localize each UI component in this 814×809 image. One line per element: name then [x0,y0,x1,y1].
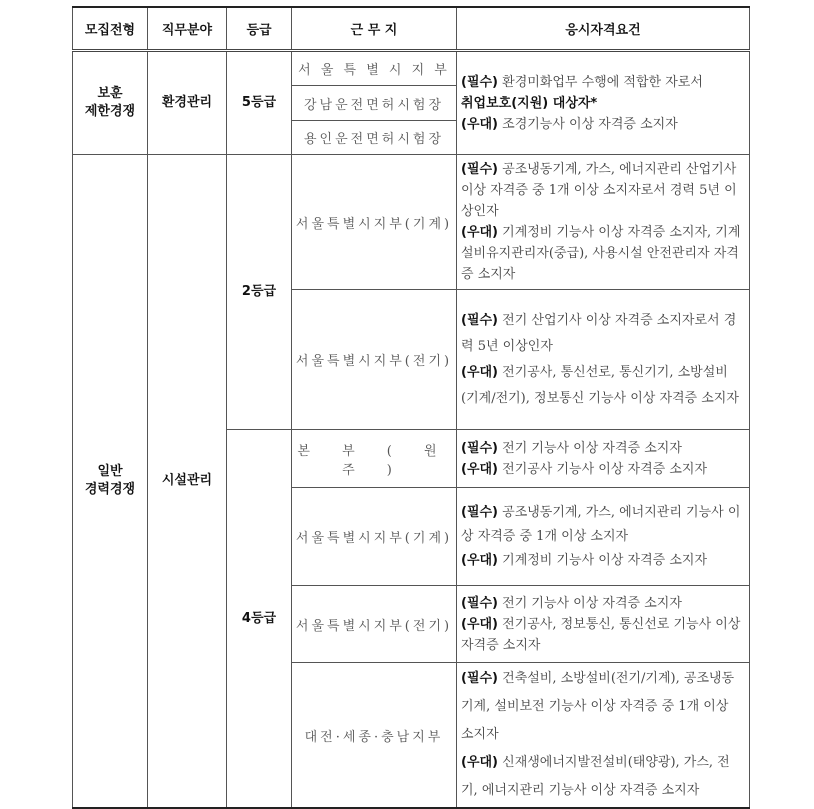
preferred-text: 전기공사 기능사 이상 자격증 소지자 [498,461,708,477]
required-text: 공조냉동기계, 가스, 에너지관리 산업기사 이상 자격증 중 1개 이상 소지자로서 경력 5년 이상인자 [461,162,737,219]
required-label: (필수) [461,595,498,611]
preferred-text: 전기공사, 정보통신, 통신선로 기능사 이상 자격증 소지자 [461,616,741,653]
recruit-type: 보훈 제한경쟁 [73,51,148,155]
required-text: 전기 산업기사 이상 자격증 소지자로서 경력 5년 이상인자 [461,312,737,354]
required-label: (필수) [461,162,498,177]
required-label: (필수) [461,671,498,686]
required-text: 전기 기능사 이상 자격증 소지자 [502,595,682,611]
table-row [73,51,750,86]
location: 서울특별시지부(기계) [292,155,457,290]
location: 서울특별시지부(전기) [292,290,457,430]
required-text: 공조냉동기계, 가스, 에너지관리 기능사 이상 자격증 중 1개 이상 소지자 [461,504,741,544]
grade: 4등급 [227,430,292,809]
preferred-label: (우대) [461,461,498,477]
location: 본 부 ( 원 주 ) [292,430,457,488]
requirements [457,488,750,586]
required-label: (필수) [461,504,498,520]
recruit-type: 일반 경력경쟁 [73,155,148,809]
location: 서 울 특 별 시 지 부 [292,51,457,86]
preferred-text: 기계정비 기능사 이상 자격증 소지자, 기계설비유지관리자(중급), 사용시설 안전관리자 자격증 소지자 [461,225,741,282]
preferred-text: 조경기능사 이상 자격증 소지자 [498,116,678,132]
preferred-text: 전기공사, 통신선로, 통신기기, 소방설비(기계/전기), 정보통신 기능사 이상 자격증 소지자 [461,364,739,406]
preferred-label: (우대) [461,116,498,132]
preferred-text: 기계정비 기능사 이상 자격증 소지자 [498,552,708,568]
job-field: 환경관리 [148,51,227,155]
location: 대전·세종·충남지부 [292,663,457,809]
preferred-label: (우대) [461,755,498,770]
preferred-label: (우대) [461,225,498,240]
location: 서울특별시지부(전기) [292,586,457,663]
header-field: 직무분야 [148,7,227,51]
location: 강남운전면허시험장 [292,86,457,121]
required-label: (필수) [461,312,498,328]
job-field: 시설관리 [148,155,227,809]
header-type: 모집전형 [73,7,148,51]
requirements [457,586,750,663]
required-text: 환경미화업무 수행에 적합한 자로서 [502,74,703,90]
preferred-text: 신재생에너지발전설비(태양광), 가스, 전기, 에너지관리 기능사 이상 자격증 소지자 [461,755,730,798]
header-requirements: 응시자격요건 [457,7,750,51]
recruitment-table [72,6,750,809]
required-bold-text: 취업보호(지원) 대상자* [461,95,598,111]
grade: 5등급 [227,51,292,155]
preferred-label: (우대) [461,616,498,632]
preferred-label: (우대) [461,364,498,380]
requirements [457,51,750,155]
table-row [73,155,750,290]
header-grade: 등급 [227,7,292,51]
requirements [457,290,750,430]
header-location: 근 무 지 [292,7,457,51]
location: 서울특별시지부(기계) [292,488,457,586]
requirements [457,155,750,290]
required-text: 전기 기능사 이상 자격증 소지자 [502,440,682,456]
required-text: 건축설비, 소방설비(전기/기계), 공조냉동기계, 설비보전 기능사 이상 자격증 중 1개 이상 소지자 [461,671,735,742]
grade: 2등급 [227,155,292,430]
required-label: (필수) [461,74,498,90]
requirements [457,430,750,488]
header-row [73,7,750,51]
requirements [457,663,750,809]
location: 용인운전면허시험장 [292,121,457,155]
required-label: (필수) [461,440,498,456]
preferred-label: (우대) [461,552,498,568]
